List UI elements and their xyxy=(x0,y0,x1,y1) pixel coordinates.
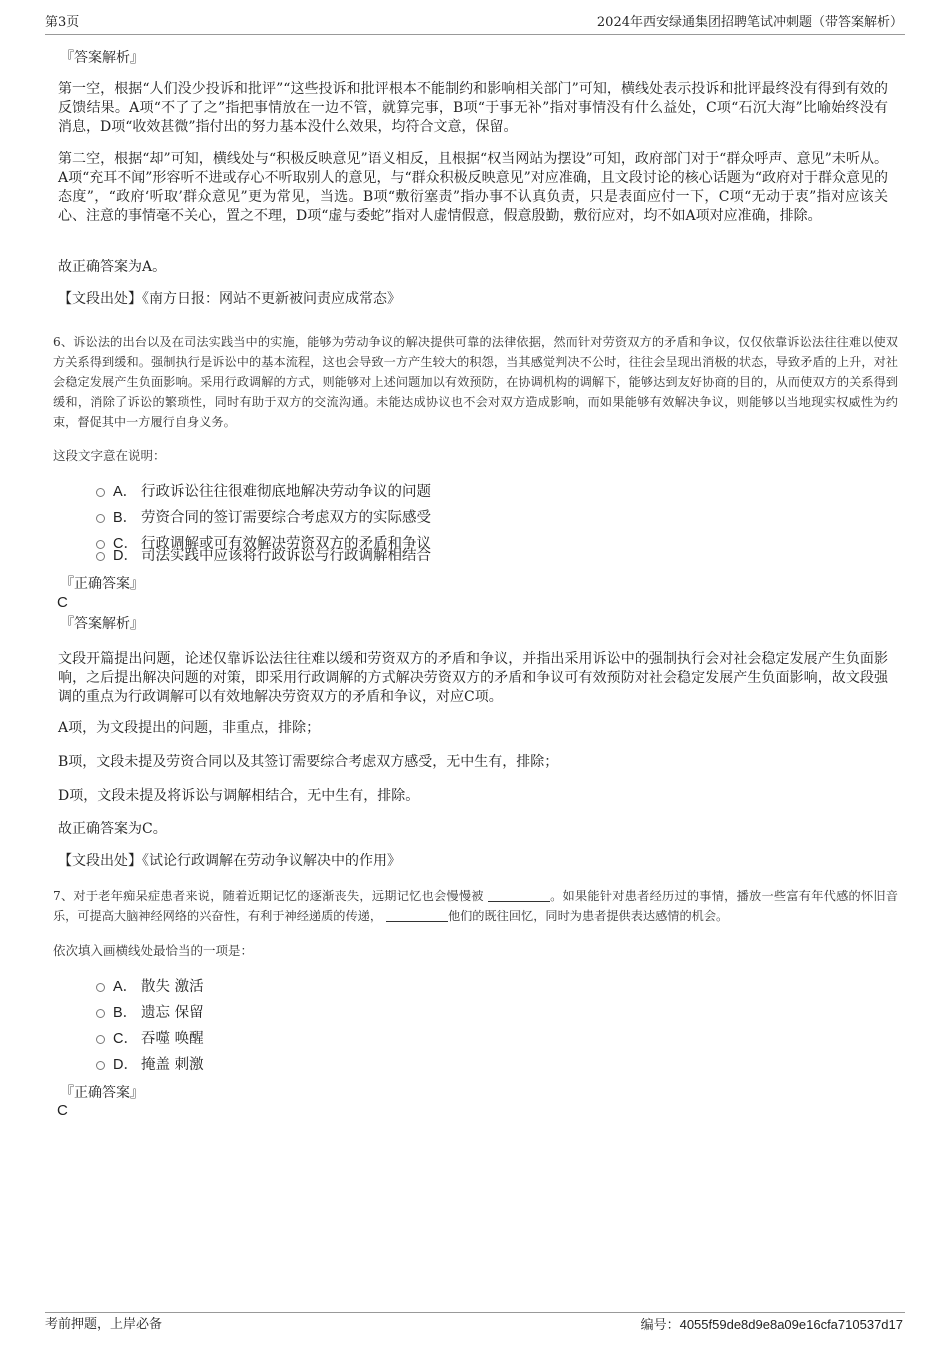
option-c[interactable]: C． 行政调解或可有效解决劳资双方的矛盾和争议 xyxy=(96,534,431,554)
fill-blank-2[interactable] xyxy=(386,909,448,922)
explain-paragraph: 文段开篇提出问题，论述仅靠诉讼法往往难以缓和劳资双方的矛盾和争议，并指出采用诉讼中的强制执行会对社会稳定发展产生负面影响，之后提出解决问题的对策，即采用行政调解的方式解决劳资双方的矛盾和争议可有效预防对社会稳定发展产生负面影响，故文段强调的重点为行政调解可以有效地解决劳资双方的矛盾和争议，对应C项。 xyxy=(58,651,888,705)
option-a-note: A项，为文段提出的问题，非重点，排除； xyxy=(58,720,321,736)
option-d-note: D项，文段未提及将诉讼与调解相结合，无中生有，排除。 xyxy=(58,788,420,804)
explain-paragraph-1: 第一空，根据“人们没少投诉和批评”“这些投诉和批评根本不能制约和影响相关部门”可知，横线处表示投诉和批评最终没有得到有效的反馈结果。A项“不了了之”指把事情放在一边不管，就算完事，B项“于事无补”指对事情没有什么益处，C项“石沉大海”比喻始终没有消息，D项“收效甚微”指付出的努力基本没什么效果，均符合文意，保留。 xyxy=(58,81,888,135)
source: 【文段出处】《试论行政调解在劳动争议解决中的作用》 xyxy=(58,853,401,869)
explain-paragraph-2: 第二空，根据“却”可知，横线处与“积极反映意见”语义相反，且根据“权当网站为摆设”可知，政府部门对于“群众呼声、意见”未听从。A项“充耳不闻”形容听不进或存心不听取别人的意见，与“群众积极反映意见”对应准确，且文段讨论的核心话题为“政府对于群众意见的态度”，“政府‘听取’群众意见”更为常见，当选。B项“敷衍塞责”指办事不认真负责，只是表面应付一下，C项“无动于衷”指对应该关心、注意的事情毫不关心，置之不理，D项“虚与委蛇”指对人虚情假意，假意殷勤，敷衍应对，均不如A项对应准确，排除。 xyxy=(58,151,888,224)
question-7-prompt: 依次填入画横线处最恰当的一项是： xyxy=(53,943,254,958)
radio-icon[interactable] xyxy=(96,514,105,523)
radio-icon[interactable] xyxy=(96,1009,105,1018)
question-7-stem: 7、对于老年痴呆症患者来说，随着近期记忆的逐渐丧失，远期记忆也会慢慢被 。如果能针对患者经历过的事情，播放一些富有年代感的怀旧音乐，可提高大脑神经网络的兴奋性，有利于神经递质的传递， 他们的既往回忆，同时为患者提供表达感情的机会。 xyxy=(53,889,898,923)
conclusion: 故正确答案为C。 xyxy=(58,821,167,837)
fill-blank-1[interactable] xyxy=(488,889,550,902)
option-a[interactable]: A． 散失 激活 xyxy=(96,977,204,997)
option-d[interactable]: D． 掩盖 刺激 xyxy=(96,1055,204,1075)
page-footer xyxy=(45,1312,905,1336)
option-d[interactable]: D． 司法实践中应该将行政诉讼与行政调解相结合 xyxy=(96,546,431,566)
answer-tag: 『正确答案』 xyxy=(60,1085,144,1101)
radio-icon[interactable] xyxy=(96,983,105,992)
source: 【文段出处】《南方日报：网站不更新被问责应成常态》 xyxy=(58,291,401,307)
radio-icon[interactable] xyxy=(96,1035,105,1044)
option-a[interactable]: A． 行政诉讼往往很难彻底地解决劳动争议的问题 xyxy=(96,482,431,502)
option-b-note: B项，文段未提及劳资合同以及其签订需要综合考虑双方感受，无中生有，排除； xyxy=(58,754,559,770)
question-6-stem: 6、诉讼法的出台以及在司法实践当中的实施，能够为劳动争议的解决提供可靠的法律依据，然而针对劳资双方的矛盾和争议，仅仅依靠诉讼法往往难以使双方关系得到缓和。强制执行是诉讼中的基本流程，这也会导致一方产生较大的积怨，当其感觉判决不公时，往往会呈现出消极的状态，导致矛盾的上升，对社会稳定发展产生负面影响。采用行政调解的方式，则能够对上述问题加以有效预防，在协调机构的调解下，能够达到友好协商的目的，从而使双方的关系得到缓和，消除了诉讼的繁琐性，同时有助于双方的交流沟通。未能达成协议也不会对双方造成影响，而如果能够有效解决争议，则能够以当地现实权威性为约束，督促其中一方履行自身义务。 xyxy=(53,335,898,429)
conclusion: 故正确答案为A。 xyxy=(58,259,167,275)
option-b[interactable]: B． 遗忘 保留 xyxy=(96,1003,204,1023)
answer-tag: 『正确答案』 xyxy=(60,576,144,592)
document-code: 编号：4055f59de8d9e8a09e16cfa710537d17 xyxy=(640,1317,903,1333)
question-6-prompt: 这段文字意在说明： xyxy=(53,448,166,463)
option-b[interactable]: B． 劳资合同的签订需要综合考虑双方的实际感受 xyxy=(96,508,431,528)
page-header xyxy=(45,14,905,35)
page-number: 第3页 xyxy=(45,15,80,30)
explain-tag: 『答案解析』 xyxy=(60,616,144,632)
footer-motto: 考前押题，上岸必备 xyxy=(45,1317,163,1332)
radio-icon[interactable] xyxy=(96,488,105,497)
option-c[interactable]: C． 吞噬 唤醒 xyxy=(96,1029,204,1049)
radio-icon[interactable] xyxy=(96,552,105,561)
answer-letter: C xyxy=(57,1102,68,1119)
answer-letter: C xyxy=(57,594,68,611)
explain-tag: 『答案解析』 xyxy=(60,50,144,66)
document-title: 2024年西安绿通集团招聘笔试冲刺题（带答案解析） xyxy=(596,15,903,30)
radio-icon[interactable] xyxy=(96,1061,105,1070)
